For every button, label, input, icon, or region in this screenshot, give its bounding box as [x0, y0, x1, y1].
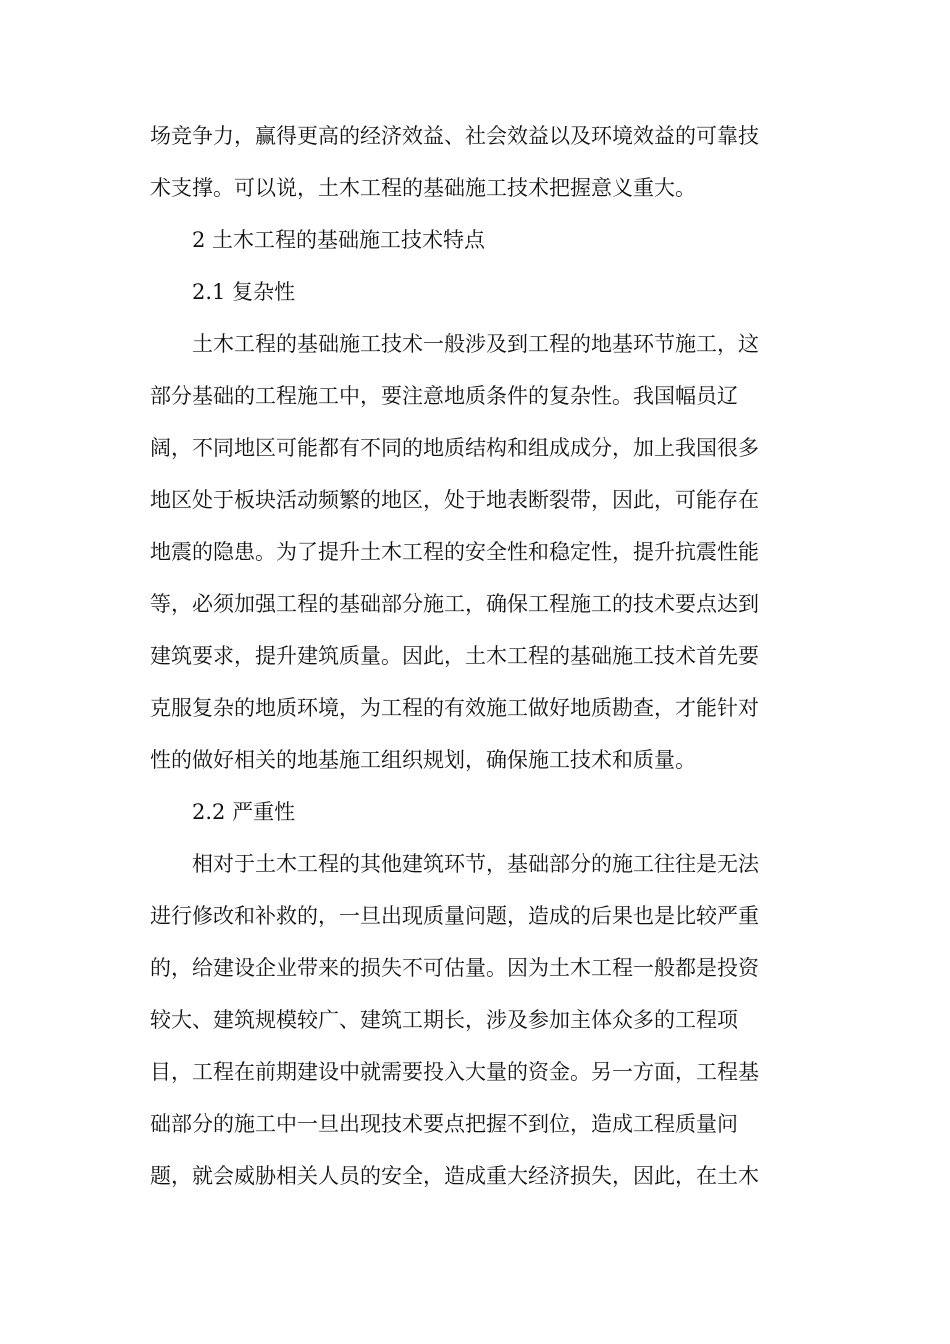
text-line: 等，必须加强工程的基础部分施工，确保工程施工的技术要点达到 [150, 592, 759, 616]
paragraph-intro-continuation [150, 110, 802, 214]
text-line: 的，给建设企业带来的损失不可估量。因为土木工程一般都是投资 [150, 956, 759, 980]
text-line: 相对于土木工程的其他建筑环节，基础部分的施工往往是无法 [192, 852, 759, 876]
text-line: 题，就会威胁相关人员的安全，造成重大经济损失，因此，在土木 [150, 1164, 759, 1188]
text-line: 地震的隐患。为了提升土木工程的安全性和稳定性，提升抗震性能 [150, 540, 759, 564]
text-line: 土木工程的基础施工技术一般涉及到工程的地基环节施工，这 [192, 332, 759, 356]
text-line: 性的做好相关的地基施工组织规划，确保施工技术和质量。 [150, 748, 696, 772]
text-line: 地区处于板块活动频繁的地区，处于地表断裂带，因此，可能存在 [150, 488, 759, 512]
text-line: 目，工程在前期建设中就需要投入大量的资金。另一方面，工程基 [150, 1060, 759, 1084]
text-line: 场竞争力，赢得更高的经济效益、社会效益以及环境效益的可靠技 [150, 124, 759, 148]
document-page [150, 110, 802, 1202]
subsection-heading-2-1: 2.1 复杂性 [192, 280, 296, 304]
text-line: 建筑要求，提升建筑质量。因此，土木工程的基础施工技术首先要 [150, 644, 759, 668]
subsection-heading-2-2: 2.2 严重性 [192, 800, 296, 824]
text-line: 阔，不同地区可能都有不同的地质结构和组成成分，加上我国很多 [150, 436, 759, 460]
text-line: 克服复杂的地质环境，为工程的有效施工做好地质勘查，才能针对 [150, 696, 759, 720]
text-line: 术支撑。可以说，土木工程的基础施工技术把握意义重大。 [150, 176, 696, 200]
text-line: 进行修改和补救的，一旦出现质量问题，造成的后果也是比较严重 [150, 904, 759, 928]
text-line: 较大、建筑规模较广、建筑工期长，涉及参加主体众多的工程项 [150, 1008, 738, 1032]
paragraph-complexity [150, 318, 802, 786]
text-line: 部分基础的工程施工中，要注意地质条件的复杂性。我国幅员辽 [150, 384, 738, 408]
paragraph-severity [150, 838, 802, 1202]
text-line: 础部分的施工中一旦出现技术要点把握不到位，造成工程质量问 [150, 1112, 738, 1136]
section-heading-2: 2 土木工程的基础施工技术特点 [192, 228, 486, 252]
